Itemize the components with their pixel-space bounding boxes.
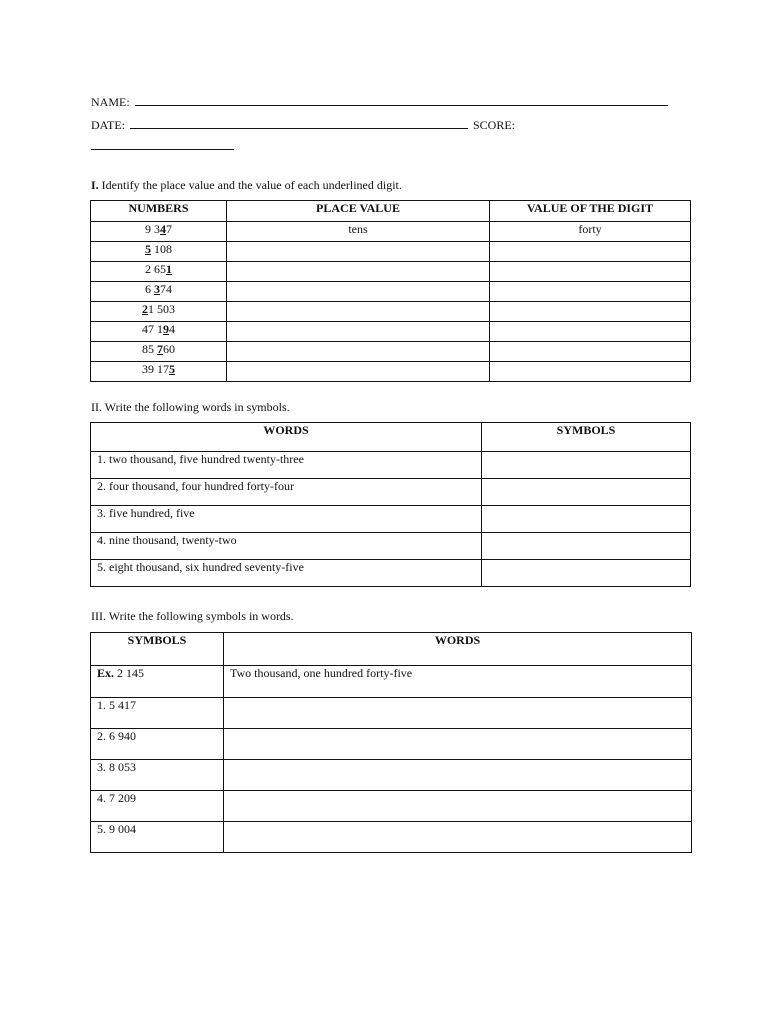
number-part: 108 [151, 242, 172, 256]
words-cell: 3. five hundred, five [91, 506, 482, 533]
score-blank[interactable] [91, 139, 234, 150]
place-value-cell[interactable] [227, 322, 490, 342]
digit-value-cell[interactable] [490, 282, 691, 302]
header-words: WORDS [224, 633, 692, 666]
number-cell [91, 262, 227, 282]
number-part: 9 3 [145, 222, 160, 236]
place-value-cell[interactable] [227, 362, 490, 382]
symbols-answer-cell[interactable] [482, 533, 691, 560]
symbol-cell: 4. 7 209 [91, 791, 224, 822]
underlined-digit: 9 [163, 322, 169, 336]
header-symbols: SYMBOLS [482, 423, 691, 452]
table-row [91, 506, 691, 533]
number-part: 4 [169, 322, 175, 336]
score-label: SCORE: [473, 118, 516, 132]
number-cell [91, 242, 227, 262]
score-line [91, 139, 234, 154]
table-row [91, 698, 692, 729]
digit-value-cell[interactable] [490, 242, 691, 262]
section2-instruction: II. Write the following words in symbols. [91, 400, 290, 414]
header-symbols: SYMBOLS [91, 633, 224, 666]
underlined-digit: 7 [157, 342, 163, 356]
number-part: 7 [166, 222, 172, 236]
number-part: 2 65 [145, 262, 166, 276]
words-answer-cell[interactable] [224, 698, 692, 729]
underlined-digit: 5 [169, 362, 175, 376]
table-row [91, 222, 691, 242]
table-header-row [91, 423, 691, 452]
table-row [91, 282, 691, 302]
symbols-to-words-table [90, 632, 692, 853]
place-value-cell[interactable] [227, 342, 490, 362]
table-row [91, 342, 691, 362]
number-part: 60 [163, 342, 175, 356]
words-cell: 2. four thousand, four hundred forty-four [91, 479, 482, 506]
digit-value-cell[interactable]: forty [490, 222, 691, 242]
underlined-digit: 4 [160, 222, 166, 236]
header-numbers: NUMBERS [91, 201, 227, 222]
table-row [91, 262, 691, 282]
table-row [91, 452, 691, 479]
symbol-cell: 5. 9 004 [91, 822, 224, 853]
name-label: NAME: [91, 95, 130, 109]
words-cell: 4. nine thousand, twenty-two [91, 533, 482, 560]
symbol-cell: 3. 8 053 [91, 760, 224, 791]
table-row [91, 242, 691, 262]
number-part: 85 [142, 342, 157, 356]
digit-value-cell[interactable] [490, 362, 691, 382]
table-header-row [91, 633, 692, 666]
example-symbol-cell [91, 666, 224, 698]
header-words: WORDS [91, 423, 482, 452]
words-answer-cell[interactable] [224, 791, 692, 822]
symbols-answer-cell[interactable] [482, 560, 691, 587]
section3-instruction: III. Write the following symbols in words. [91, 609, 294, 623]
words-answer-cell[interactable] [224, 822, 692, 853]
number-cell [91, 342, 227, 362]
example-words-cell: Two thousand, one hundred forty-five [224, 666, 692, 698]
symbols-answer-cell[interactable] [482, 506, 691, 533]
table-row [91, 302, 691, 322]
place-value-cell[interactable] [227, 242, 490, 262]
number-cell [91, 322, 227, 342]
words-to-symbols-table [90, 422, 691, 587]
place-value-cell[interactable]: tens [227, 222, 490, 242]
words-cell: 1. two thousand, five hundred twenty-three [91, 452, 482, 479]
digit-value-cell[interactable] [490, 342, 691, 362]
number-part: 1 503 [148, 302, 175, 316]
table-row [91, 822, 692, 853]
place-value-cell[interactable] [227, 302, 490, 322]
digit-value-cell[interactable] [490, 262, 691, 282]
words-answer-cell[interactable] [224, 729, 692, 760]
symbol-cell: 2. 6 940 [91, 729, 224, 760]
table-row [91, 479, 691, 506]
table-row [91, 560, 691, 587]
symbols-answer-cell[interactable] [482, 452, 691, 479]
section1-instruction [91, 178, 402, 193]
digit-value-cell[interactable] [490, 302, 691, 322]
table-row [91, 533, 691, 560]
number-part: 39 17 [142, 362, 169, 376]
place-value-table [90, 200, 691, 382]
number-part: 6 [145, 282, 154, 296]
number-part: 47 1 [142, 322, 163, 336]
example-row [91, 666, 692, 698]
table-row [91, 322, 691, 342]
underlined-digit: 2 [142, 302, 148, 316]
number-cell [91, 302, 227, 322]
underlined-digit: 3 [154, 282, 160, 296]
header-place-value: PLACE VALUE [227, 201, 490, 222]
number-cell [91, 362, 227, 382]
table-row [91, 760, 692, 791]
table-row [91, 362, 691, 382]
underlined-digit: 5 [145, 242, 151, 256]
section1-instruction-text: Identify the place value and the value of each underlined digit. [101, 178, 402, 192]
symbol-cell: 1. 5 417 [91, 698, 224, 729]
table-row [91, 729, 692, 760]
example-prefix: Ex. [97, 666, 115, 680]
name-blank[interactable] [135, 95, 668, 106]
number-cell [91, 222, 227, 242]
date-blank[interactable] [130, 118, 468, 129]
words-cell: 5. eight thousand, six hundred seventy-five [91, 560, 482, 587]
name-line [91, 95, 668, 110]
example-symbol: 2 145 [114, 666, 145, 680]
underlined-digit: 1 [166, 262, 172, 276]
header-value-of-digit: VALUE OF THE DIGIT [490, 201, 691, 222]
date-label: DATE: [91, 118, 125, 132]
table-header-row [91, 201, 691, 222]
date-line [91, 118, 515, 133]
place-value-cell[interactable] [227, 262, 490, 282]
symbols-answer-cell[interactable] [482, 479, 691, 506]
digit-value-cell[interactable] [490, 322, 691, 342]
number-part: 74 [160, 282, 172, 296]
place-value-cell[interactable] [227, 282, 490, 302]
words-answer-cell[interactable] [224, 760, 692, 791]
section1-numeral: I. [91, 178, 99, 192]
number-cell [91, 282, 227, 302]
table-row [91, 791, 692, 822]
